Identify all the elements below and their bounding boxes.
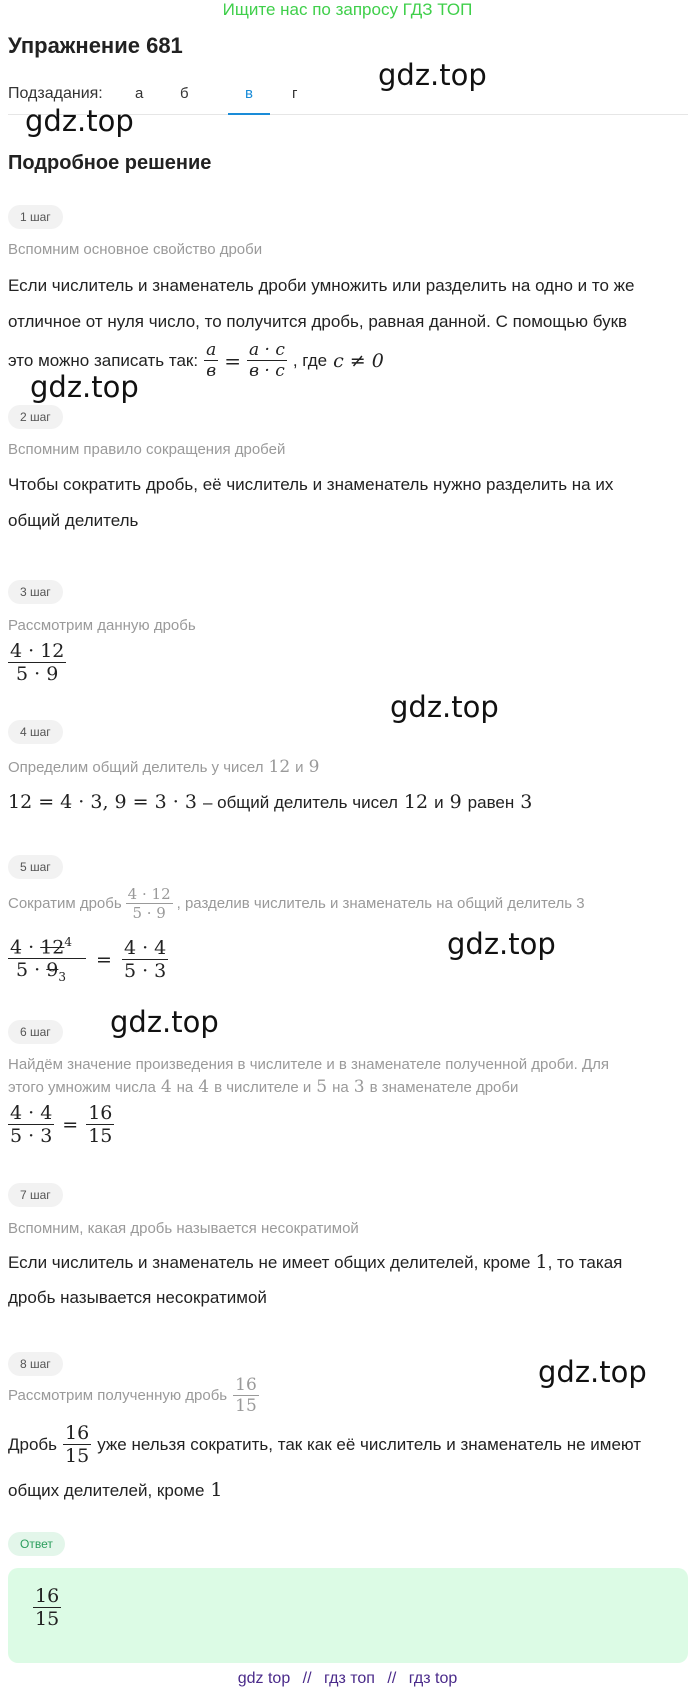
reduced-number: 3 (58, 970, 66, 985)
number: 4 (160, 1077, 172, 1097)
step-text: Если числитель и знаменатель не имеет общих делителей, кроме (8, 1253, 531, 1272)
footer-link[interactable]: гдз top (408, 1670, 458, 1687)
number: 5 (316, 1077, 328, 1097)
step-text (8, 1244, 622, 1281)
numerator: 16 (65, 1422, 90, 1444)
equals-sign: = (62, 1113, 79, 1136)
step-text: Дробь (8, 1434, 58, 1454)
hint-text: в числителе и (214, 1079, 312, 1096)
subtasks-label: Подзадания: (8, 85, 103, 102)
numerator: 16 (88, 1102, 113, 1124)
answer-badge: Ответ (8, 1532, 65, 1556)
tab-b[interactable]: б (180, 85, 189, 102)
equals-sign: = (224, 348, 241, 373)
formula-line (8, 784, 532, 821)
watermark: gdz.top (447, 927, 556, 961)
step-badge: 5 шаг (8, 855, 63, 879)
footer-separator: // (387, 1670, 397, 1687)
fraction (247, 340, 287, 381)
step-text: – общий делитель чисел (202, 793, 398, 812)
step-hint (8, 1375, 259, 1416)
step-badge: 8 шаг (8, 1352, 63, 1376)
step-text: общий делитель (8, 511, 139, 530)
step-text: и (434, 793, 444, 812)
numerator: a · c (248, 340, 285, 360)
condition: c ≠ 0 (333, 349, 384, 372)
hint-text: , разделив числитель и знаменатель на общий делитель 3 (176, 895, 585, 912)
step-hint (8, 757, 319, 777)
number: 3 (520, 791, 533, 813)
step-text: , то такая (547, 1253, 623, 1272)
step-text: дробь называется несократимой (8, 1288, 267, 1307)
step-text: уже нельзя сократить, так как её числитель и знаменатель не имеют (97, 1434, 642, 1454)
hint-text: на (332, 1079, 349, 1096)
step-badge: 4 шаг (8, 720, 63, 744)
denominator: в · c (249, 361, 285, 381)
step-hint: Вспомним правило сокращения дробей (8, 441, 286, 458)
hint-text: и (295, 759, 304, 776)
cancelled-number: 12 (40, 936, 65, 959)
step-badge: 2 шаг (8, 405, 63, 429)
cancelled-number: 9 (46, 959, 59, 982)
number: 9 (308, 757, 320, 777)
numerator: 4 · 12 (10, 640, 65, 662)
numerator: 4 · (10, 936, 41, 959)
footer-links (0, 1670, 695, 1688)
footer-link[interactable]: гдз топ (324, 1670, 375, 1687)
footer-link[interactable]: gdz top (237, 1670, 291, 1687)
page-title: Упражнение 681 (8, 33, 183, 58)
fraction (126, 885, 173, 922)
denominator: 5 · (16, 959, 47, 982)
search-banner: Ищите нас по запросу ГДЗ ТОП (222, 0, 473, 19)
equals-sign: = (96, 948, 112, 971)
watermark: gdz.top (30, 370, 139, 404)
denominator: 5 · 3 (10, 1125, 53, 1147)
reduced-number: 4 (64, 935, 73, 949)
tab-g[interactable]: г (292, 85, 298, 102)
denominator: 15 (35, 1608, 60, 1630)
step-text: это можно записать так: (8, 350, 199, 370)
step-hint (8, 885, 585, 922)
fraction (233, 1375, 259, 1416)
formula-line (8, 340, 384, 381)
step-badge: 3 шаг (8, 580, 63, 604)
numerator: 16 (235, 1375, 257, 1395)
fraction (204, 340, 218, 381)
number: 3 (353, 1077, 365, 1097)
hint-text: Рассмотрим полученную дробь (8, 1387, 228, 1404)
denominator: 5 · 9 (132, 904, 166, 922)
tab-a[interactable]: а (135, 85, 144, 102)
fraction (8, 1102, 54, 1147)
step-hint: Рассмотрим данную дробь (8, 617, 196, 634)
number: 9 (449, 791, 462, 813)
watermark: gdz.top (538, 1355, 647, 1389)
denominator: 15 (235, 1396, 257, 1416)
watermark: gdz.top (390, 690, 499, 724)
watermark: gdz.top (25, 104, 134, 138)
number: 1 (535, 1251, 548, 1273)
denominator: 5 · 9 (16, 663, 59, 685)
step-text: Чтобы сократить дробь, её числитель и знаменатель нужно разделить на их (8, 475, 614, 494)
step-badge: 7 шаг (8, 1183, 63, 1207)
step-badge: 6 шаг (8, 1020, 63, 1044)
step-hint (8, 1077, 518, 1097)
expression: 12 = 4 · 3, 9 = 3 · 3 (8, 791, 197, 813)
footer-separator: // (302, 1670, 312, 1687)
number: 4 (198, 1077, 210, 1097)
step-hint: Вспомним, какая дробь называется несократимой (8, 1220, 359, 1237)
step-text: Если числитель и знаменатель дроби умножить или разделить на одно и то же (8, 276, 635, 295)
hint-text: в знаменателе дроби (369, 1079, 519, 1096)
hint-text: на (176, 1079, 194, 1096)
answer-fraction (33, 1585, 61, 1630)
denominator: 15 (65, 1445, 90, 1467)
fraction (63, 1422, 91, 1467)
number: 12 (268, 757, 291, 777)
formula-line (8, 1102, 114, 1147)
fraction-cancel (8, 935, 86, 984)
numerator: a (206, 340, 217, 360)
step-text: , где (292, 350, 328, 370)
hint-text: Сократим дробь (8, 895, 122, 912)
tab-v[interactable]: в (245, 85, 253, 102)
step-hint: Вспомним основное свойство дроби (8, 241, 263, 258)
step-text: общих делителей, кроме (8, 1481, 205, 1500)
watermark: gdz.top (378, 58, 487, 92)
denominator: в (206, 361, 217, 381)
numerator: 4 · 4 (10, 1102, 53, 1124)
number: 12 (403, 791, 429, 813)
fraction (122, 937, 168, 982)
formula-line (8, 1422, 641, 1467)
number: 1 (210, 1479, 223, 1501)
numerator: 4 · 4 (123, 937, 167, 960)
solution-heading: Подробное решение (8, 152, 212, 174)
step-text: равен (467, 793, 515, 812)
step-text (8, 1472, 223, 1509)
fraction (8, 640, 66, 685)
step-badge: 1 шаг (8, 205, 63, 229)
numerator: 16 (35, 1585, 60, 1607)
fraction (86, 1102, 114, 1147)
denominator: 5 · 3 (123, 960, 167, 983)
active-tab-indicator (228, 113, 270, 115)
numerator: 4 · 12 (127, 885, 171, 903)
answer-box (8, 1568, 688, 1663)
formula-line (8, 935, 168, 984)
watermark: gdz.top (110, 1005, 219, 1039)
hint-text: Определим общий делитель у чисел (8, 759, 264, 776)
denominator: 15 (88, 1125, 113, 1147)
step-hint: Найдём значение произведения в числителе и в знаменателе полученной дроби. Для (8, 1056, 610, 1073)
hint-text: этого умножим числа (8, 1079, 156, 1096)
step-text: отличное от нуля число, то получится дробь, равная данной. С помощью букв (8, 312, 628, 331)
